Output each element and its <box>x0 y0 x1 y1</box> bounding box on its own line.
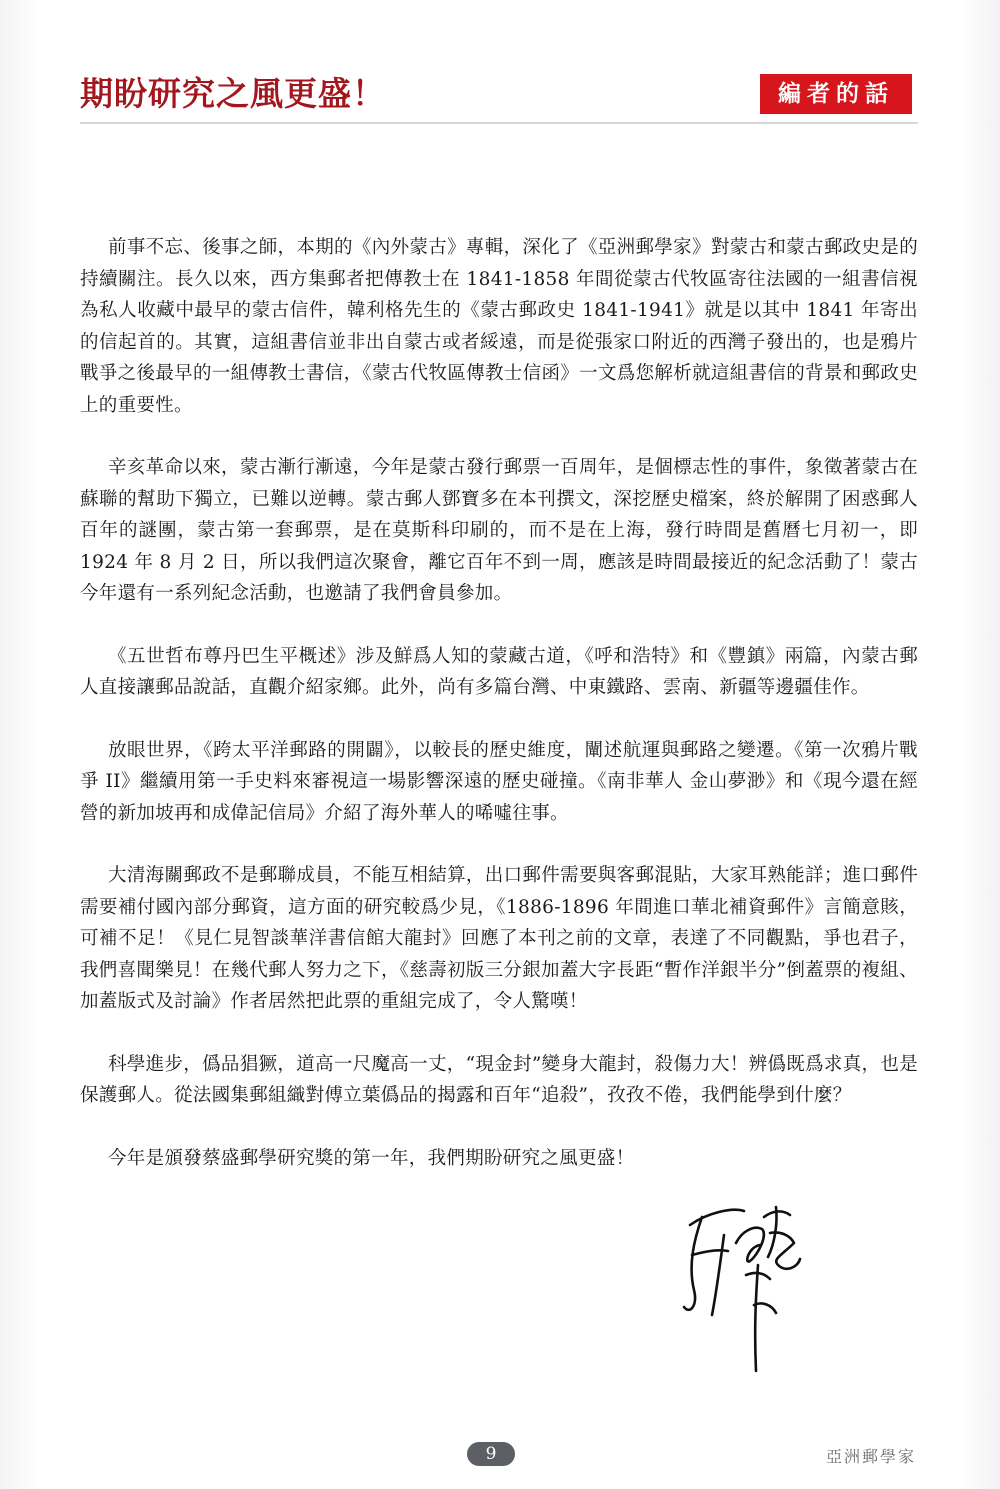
title-divider <box>80 122 918 124</box>
page-number-badge: 9 <box>467 1442 515 1466</box>
article-body <box>80 232 918 1205</box>
paragraph-1: 前事不忘、後事之師，本期的《內外蒙古》專輯，深化了《亞洲郵學家》對蒙古和蒙古郵政史是的持續關注。長久以來，西方集郵者把傳教士在 1841-1858 年間從蒙古代牧區寄往法國的一組書信視為私人收藏中最早的蒙古信件，韓利格先生的《蒙古郵政史 1841-1941》就是以其中 1841 年寄出的信起首的。其實，這組書信並非出自蒙古或者綏遠，而是從張家口附近的西灣子發出的，也是鴉片戰爭之後最早的一組傳教士書信，《蒙古代牧區傳教士信函》一文爲您解析就這組書信的背景和郵政史上的重要性。 <box>80 237 918 416</box>
column-label-badge: 編者的話 <box>760 74 912 114</box>
page-title: 期盼研究之風更盛！ <box>80 74 386 113</box>
paragraph-2: 辛亥革命以來，蒙古漸行漸遠，今年是蒙古發行郵票一百周年，是個標志性的事件，象徵著蒙古在蘇聯的幫助下獨立，已難以逆轉。蒙古郵人鄧寶多在本刊撰文，深挖歷史檔案，終於解開了困惑郵人百年的謎團，蒙古第一套郵票，是在莫斯科印刷的，而不是在上海，發行時間是舊曆七月初一，即 1924 年 8 月 2 日，所以我們這次聚會，離它百年不到一周，應該是時間最接近的紀念活動了！蒙古今年還有一系列紀念活動，也邀請了我們會員參加。 <box>80 457 918 604</box>
paragraph-7: 今年是頒發蔡盛郵學研究獎的第一年，我們期盼研究之風更盛！ <box>108 1147 635 1169</box>
paragraph-5: 大清海關郵政不是郵聯成員，不能互相結算，出口郵件需要與客郵混貼，大家耳熟能詳；進口郵件需要補付國內部分郵資，這方面的研究較爲少見，《1886-1896 年間進口華北補資郵件》言簡意賅，可補不足！《見仁見智談華洋書信館大龍封》回應了本刊之前的文章，表達了不同觀點，爭也君子，我們喜聞樂見！在幾代郵人努力之下，《慈壽初版三分銀加蓋大字長距“暫作洋銀半分”倒蓋票的複組、加蓋版式及討論》作者居然把此票的重組完成了，令人驚嘆！ <box>80 865 918 1012</box>
journal-name: 亞洲郵學家 <box>825 1447 916 1466</box>
paragraph-4: 放眼世界，《跨太平洋郵路的開闢》，以較長的歷史維度，闡述航運與郵路之變遷。《第一次鴉片戰爭 II》繼續用第一手史料來審視這一場影響深遠的歷史碰撞。《南非華人 金山夢渺》和《現今還在經營的新加坡再和成偉記信局》介紹了海外華人的唏噓往事。 <box>80 739 918 824</box>
paragraph-6: 科學進步，僞品猖獗，道高一尺魔高一丈，“現金封”變身大龍封，殺傷力大！辨僞既爲求真，也是保護郵人。從法國集郵組織對傅立葉僞品的揭露和百年“追殺”，孜孜不倦，我們能學到什麼？ <box>80 1053 918 1106</box>
paragraph-3: 《五世哲布尊丹巴生平概述》涉及鮮爲人知的蒙藏古道，《呼和浩特》和《豐鎮》兩篇，內蒙古郵人直接讓郵品說話，直觀介紹家鄉。此外，尚有多篇台灣、中東鐵路、雲南、新疆等邊疆佳作。 <box>80 645 918 698</box>
handwritten-signature-icon <box>672 1195 812 1385</box>
